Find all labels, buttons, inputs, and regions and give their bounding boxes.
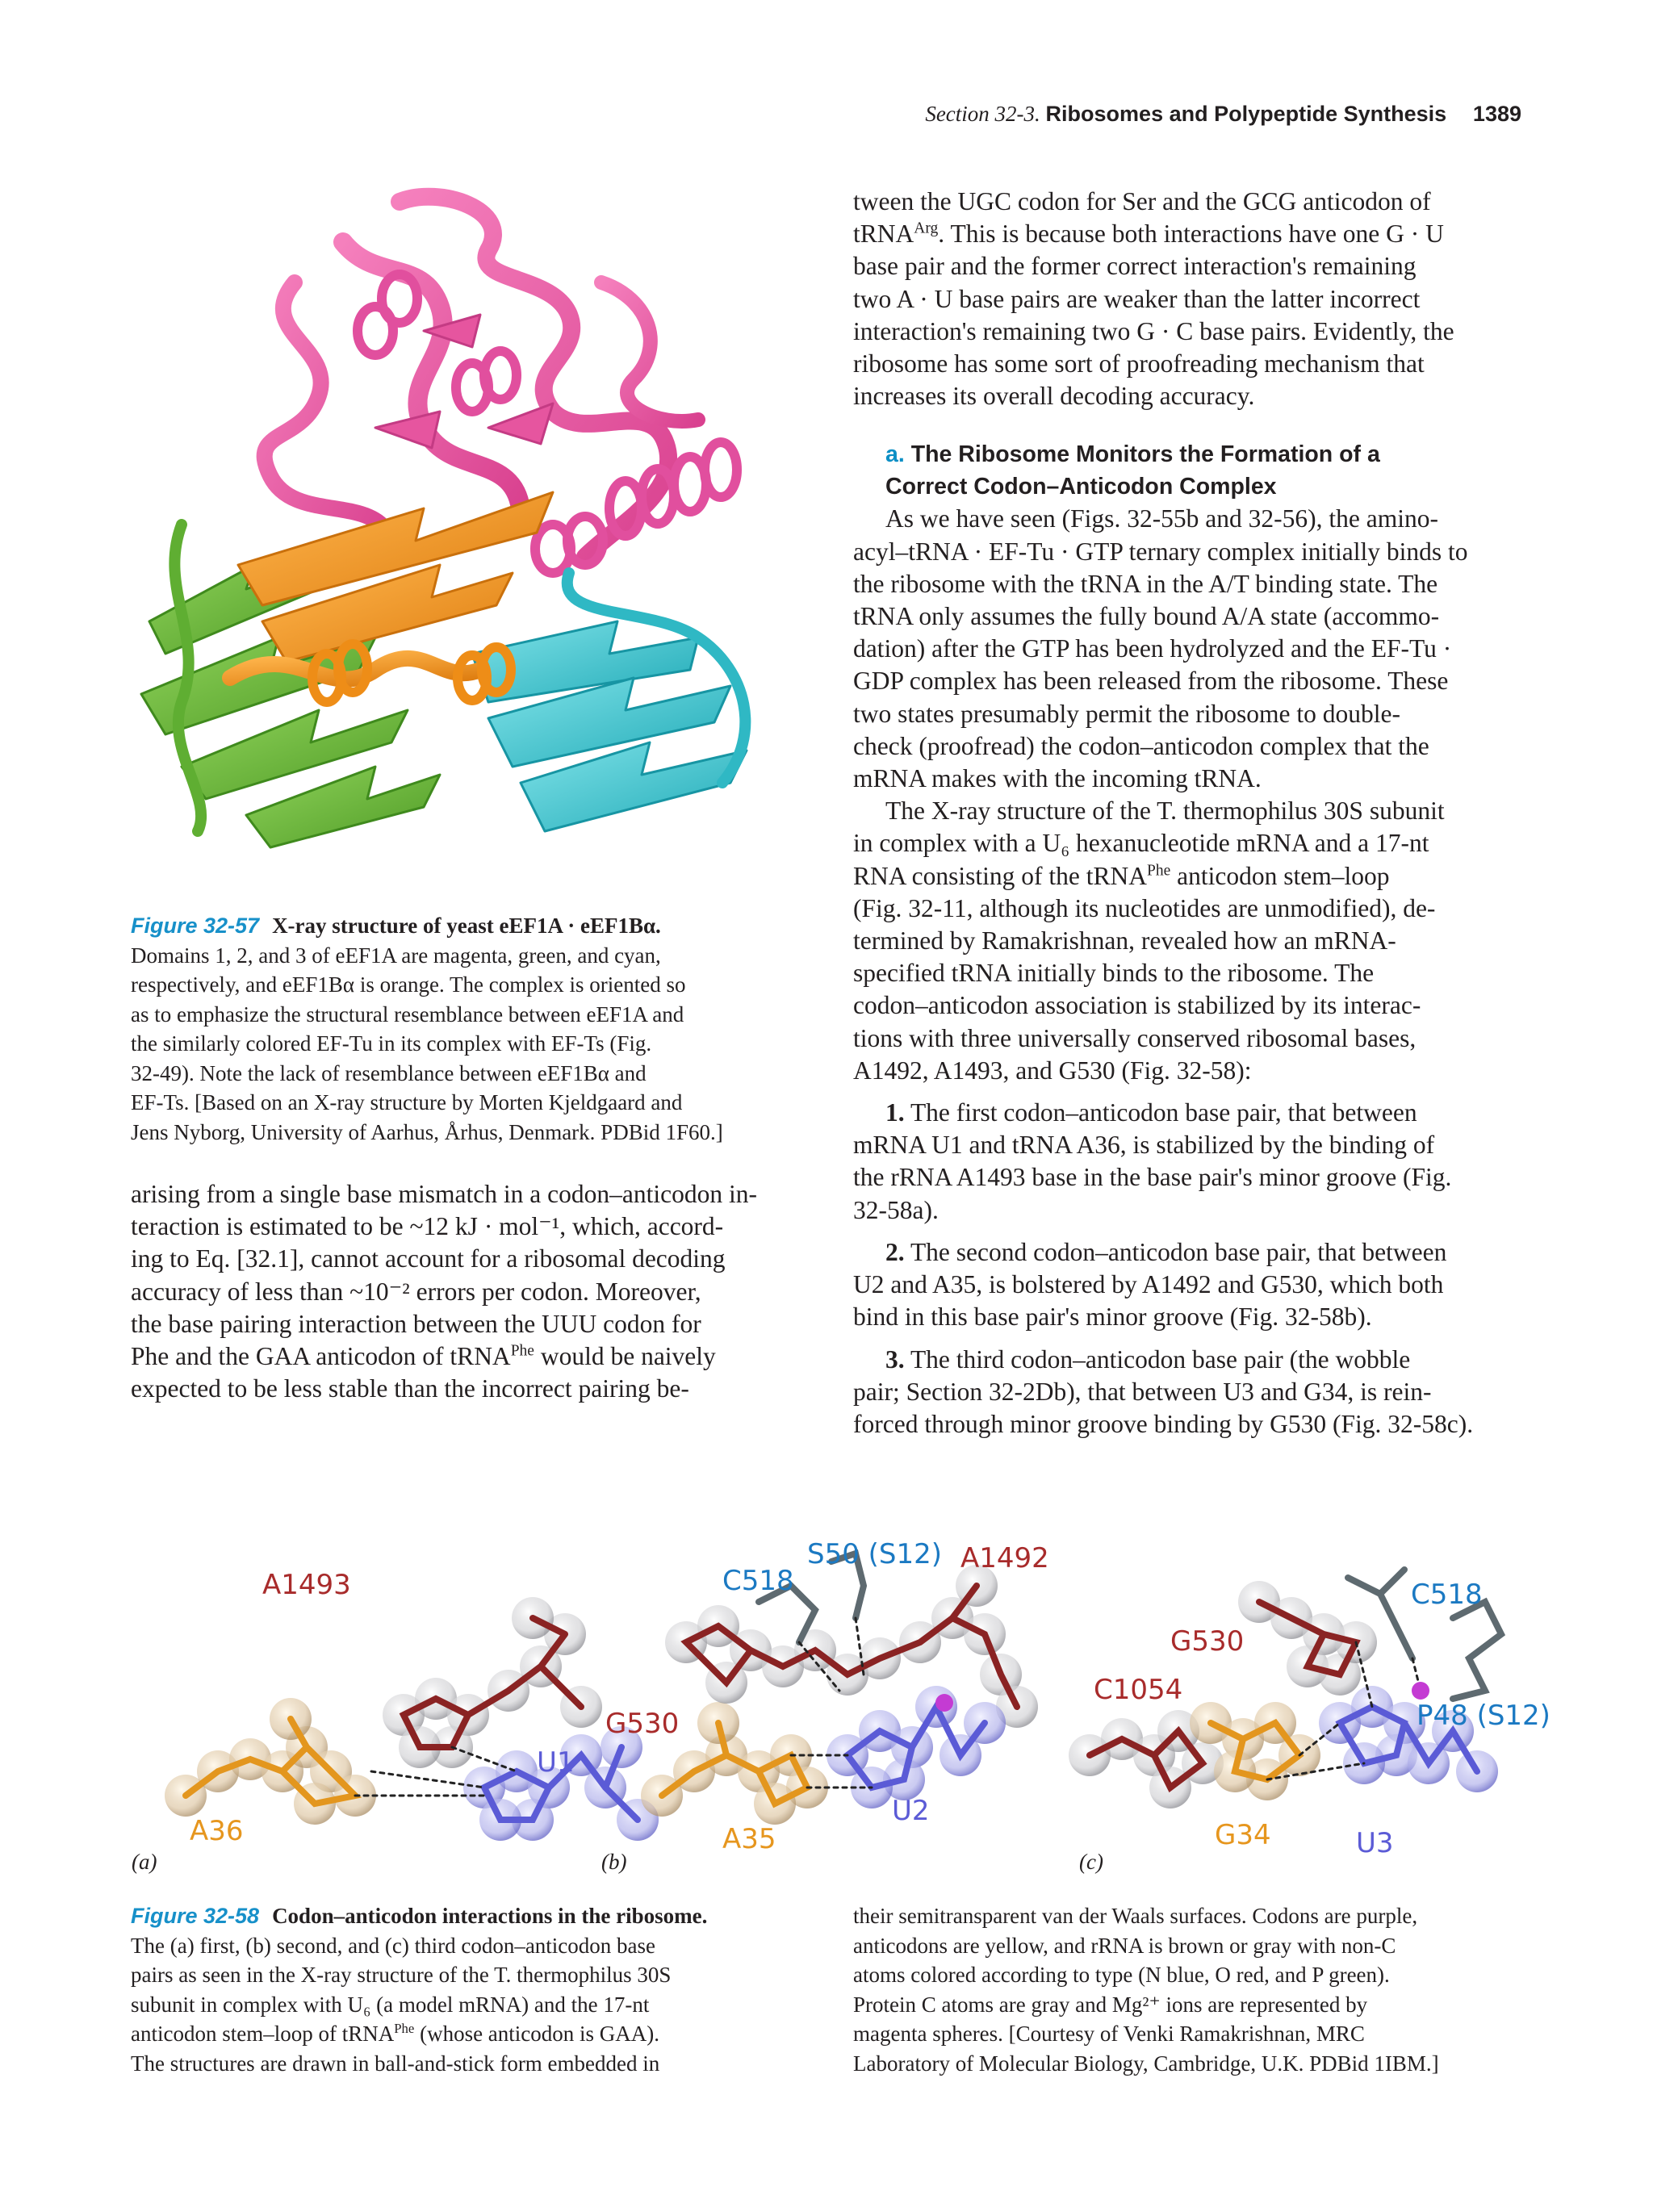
text-line: (Fig. 32-11, although its nucleotides are unmodified), de- bbox=[853, 893, 1436, 922]
text-line: termined by Ramakrishnan, revealed how an mRNA- bbox=[853, 926, 1396, 955]
caption-line: The structures are drawn in ball-and-stick form embedded in bbox=[131, 2051, 660, 2076]
caption-line: Domains 1, 2, and 3 of eEF1A are magenta, green, and cyan, bbox=[131, 943, 661, 968]
text-line: The second codon–anticodon base pair, that between bbox=[910, 1237, 1447, 1266]
panel-b-label-s50-s12: S50 (S12) bbox=[807, 1538, 943, 1570]
text-line: U2 and A35, is bolstered by A1492 and G530, which both bbox=[853, 1270, 1444, 1299]
list-item bbox=[853, 1236, 1523, 1334]
text-line: The X-ray structure of the T. thermophilus 30S subunit bbox=[885, 797, 1445, 826]
subsection-title-line-1: The Ribosome Monitors the Formation of a bbox=[910, 441, 1380, 468]
panel-b-label-g530: G530 bbox=[605, 1708, 680, 1740]
text-line: GDP complex has been released from the ribosome. These bbox=[853, 667, 1449, 696]
figure-32-58-caption-right bbox=[853, 1901, 1523, 2078]
figure-32-57-structure bbox=[133, 186, 819, 863]
text-line: the ribosome with the tRNA in the A/T binding state. The bbox=[853, 569, 1438, 598]
panel-b-label-a35: A35 bbox=[722, 1823, 776, 1855]
panel-c-label-p48-s12: P48 (S12) bbox=[1417, 1700, 1550, 1732]
section-title: Ribosomes and Polypeptide Synthesis bbox=[1045, 102, 1447, 126]
caption-line: EF-Ts. [Based on an X-ray structure by Morten Kjeldgaard and bbox=[131, 1090, 683, 1114]
list-item bbox=[853, 1344, 1523, 1441]
panel-a-label-a1493: A1493 bbox=[262, 1569, 351, 1601]
panel-b-label-u2: U2 bbox=[892, 1795, 930, 1827]
subsection-title-line-2: Correct Codon–Anticodon Complex bbox=[885, 474, 1277, 500]
text-line: arising from a single base mismatch in a codon–anticodon in- bbox=[131, 1180, 757, 1208]
caption-line: subunit in complex with U₆ (a model mRNA) and the 17-nt bbox=[131, 1992, 650, 2017]
panel-c-label-u3: U3 bbox=[1356, 1827, 1394, 1859]
panel-c-label-c1054: C1054 bbox=[1094, 1674, 1183, 1706]
figure-32-57-caption bbox=[131, 911, 805, 1147]
text-line: A1492, A1493, and G530 (Fig. 32-58): bbox=[853, 1056, 1252, 1085]
list-number: 1. bbox=[885, 1098, 905, 1127]
text-line: As we have seen (Figs. 32-55b and 32-56), the amino- bbox=[885, 504, 1438, 533]
text-line: ribosome has some sort of proofreading mechanism that bbox=[853, 349, 1425, 378]
caption-line: respectively, and eEF1Bα is orange. The complex is oriented so bbox=[131, 972, 686, 997]
panel-c-letter: (c) bbox=[1079, 1850, 1103, 1874]
caption-line: their semitransparent van der Waals surfaces. Codons are purple, bbox=[853, 1904, 1418, 1928]
page-number: 1389 bbox=[1472, 102, 1521, 126]
text-line: 32-58a). bbox=[853, 1195, 939, 1224]
text-line: forced through minor groove binding by G530 (Fig. 32-58c). bbox=[853, 1409, 1474, 1438]
caption-line: 32-49). Note the lack of resemblance between eEF1Bα and bbox=[131, 1060, 647, 1085]
text-line: tRNA only assumes the fully bound A/A state (accommo- bbox=[853, 602, 1440, 631]
text-line: base pair and the former correct interaction's remaining bbox=[853, 252, 1417, 281]
text-line: bind in this base pair's minor groove (Fig. 32-58b). bbox=[853, 1303, 1372, 1332]
panel-c bbox=[1069, 1570, 1550, 1859]
text-line: dation) after the GTP has been hydrolyzed and the EF-Tu · bbox=[853, 634, 1452, 663]
caption-line: Jens Nyborg, University of Aarhus, Århus, Denmark. PDBid 1F60.] bbox=[131, 1119, 723, 1144]
mg-ion-sphere bbox=[935, 1694, 953, 1712]
text-line: The third codon–anticodon base pair (the wobble bbox=[910, 1344, 1411, 1374]
panel-b-letter: (b) bbox=[601, 1850, 627, 1874]
caption-title: X-ray structure of yeast eEF1A · eEF1Bα. bbox=[272, 914, 661, 938]
panel-a-label-a36: A36 bbox=[190, 1815, 244, 1847]
text-line: interaction's remaining two G · C base pairs. Evidently, the bbox=[853, 316, 1454, 345]
subsection-letter: a. bbox=[885, 441, 905, 468]
text-line: Phe and the GAA anticodon of tRNA$^{Phe}$ would be naively bbox=[131, 1342, 716, 1371]
text-line: increases its overall decoding accuracy. bbox=[853, 382, 1255, 411]
caption-line: magenta spheres. [Courtesy of Venki Ramakrishnan, MRC bbox=[853, 2022, 1365, 2046]
panel-c-label-c518: C518 bbox=[1411, 1579, 1483, 1611]
text-line: the rRNA A1493 base in the base pair's minor groove (Fig. bbox=[853, 1163, 1452, 1192]
list-number: 2. bbox=[885, 1237, 905, 1266]
figure-label: Figure 32-58 bbox=[131, 1904, 260, 1928]
section-label: Section 32-3. bbox=[925, 102, 1040, 126]
text-line: two A · U base pairs are weaker than the latter incorrect bbox=[853, 284, 1421, 313]
text-line: teraction is estimated to be ~12 kJ · mol⁻¹, which, accord- bbox=[131, 1212, 724, 1241]
text-line: mRNA U1 and tRNA A36, is stabilized by the binding of bbox=[853, 1131, 1435, 1160]
caption-line: anticodon stem–loop of tRNA$^{Phe}$ (whose anticodon is GAA). bbox=[131, 2021, 660, 2046]
running-header bbox=[904, 102, 1521, 127]
text-line: check (proofread) the codon–anticodon complex that the bbox=[853, 731, 1429, 760]
panel-b-label-c518: C518 bbox=[722, 1565, 794, 1597]
text-line: the base pairing interaction between the UUU codon for bbox=[131, 1309, 701, 1338]
left-column-text bbox=[131, 1178, 805, 1405]
panel-a-vdw-surface bbox=[165, 1597, 659, 1841]
panel-b-label-a1492: A1492 bbox=[960, 1542, 1049, 1574]
caption-line: anticodons are yellow, and rRNA is brown or gray with non-C bbox=[853, 1933, 1396, 1958]
text-line: mRNA makes with the incoming tRNA. bbox=[853, 764, 1262, 793]
panel-b bbox=[605, 1538, 1049, 1855]
caption-line: pairs as seen in the X-ray structure of the T. thermophilus 30S bbox=[131, 1963, 672, 1987]
caption-line: The (a) first, (b) second, and (c) third codon–anticodon base bbox=[131, 1933, 656, 1958]
text-line: tween the UGC codon for Ser and the GCG anticodon of bbox=[853, 187, 1431, 215]
list-number: 3. bbox=[885, 1344, 905, 1374]
subsection-heading bbox=[885, 438, 1523, 470]
figure-32-58-panels bbox=[129, 1529, 1550, 1884]
panel-a-label-u1: U1 bbox=[537, 1746, 575, 1779]
caption-line: Laboratory of Molecular Biology, Cambridge, U.K. PDBid 1IBM.] bbox=[853, 2051, 1439, 2076]
panel-c-label-g530: G530 bbox=[1170, 1625, 1245, 1658]
domain-3-cyan bbox=[472, 573, 747, 831]
panel-a bbox=[165, 1569, 659, 1847]
caption-title: Codon–anticodon interactions in the ribosome. bbox=[272, 1904, 708, 1928]
text-line: tRNA$^{Arg}$. This is because both interactions have one G · U bbox=[853, 220, 1444, 249]
caption-line: Protein C atoms are gray and Mg²⁺ ions are represented by bbox=[853, 1992, 1368, 2017]
caption-line: atoms colored according to type (N blue, O red, and P green). bbox=[853, 1963, 1390, 1987]
right-column-text bbox=[853, 186, 1523, 1441]
text-line: expected to be less stable than the incorrect pairing be- bbox=[131, 1374, 689, 1403]
text-line: pair; Section 32-2Db), that between U3 and G34, is rein- bbox=[853, 1377, 1432, 1406]
figure-32-58-caption-left bbox=[131, 1901, 805, 2078]
list-item bbox=[853, 1097, 1523, 1227]
text-line: accuracy of less than ~10⁻² errors per codon. Moreover, bbox=[131, 1277, 701, 1306]
text-line: codon–anticodon association is stabilized by its interac- bbox=[853, 991, 1421, 1020]
text-line: two states presumably permit the ribosome to double- bbox=[853, 699, 1400, 728]
figure-label: Figure 32-57 bbox=[131, 914, 260, 938]
mg-ion-sphere bbox=[1412, 1682, 1429, 1700]
caption-line: as to emphasize the structural resemblance between eEF1A and bbox=[131, 1001, 684, 1027]
text-line: ing to Eq. [32.1], cannot account for a ribosomal decoding bbox=[131, 1244, 726, 1273]
text-line: in complex with a U₆ hexanucleotide mRNA and a 17-nt bbox=[853, 829, 1429, 858]
caption-line: the similarly colored EF-Tu in its complex with EF-Ts (Fig. bbox=[131, 1031, 652, 1056]
panel-a-letter: (a) bbox=[132, 1850, 157, 1874]
text-line: tions with three universally conserved ribosomal bases, bbox=[853, 1023, 1417, 1052]
panel-b-vdw-surface bbox=[641, 1565, 1038, 1825]
text-line: RNA consisting of the tRNA$^{Phe}$ anticodon stem–loop bbox=[853, 861, 1390, 890]
panel-c-label-g34: G34 bbox=[1215, 1819, 1271, 1851]
text-line: The first codon–anticodon base pair, that between bbox=[910, 1098, 1417, 1127]
text-line: acyl–tRNA · EF-Tu · GTP ternary complex initially binds to bbox=[853, 537, 1468, 566]
text-line: specified tRNA initially binds to the ribosome. The bbox=[853, 959, 1375, 988]
